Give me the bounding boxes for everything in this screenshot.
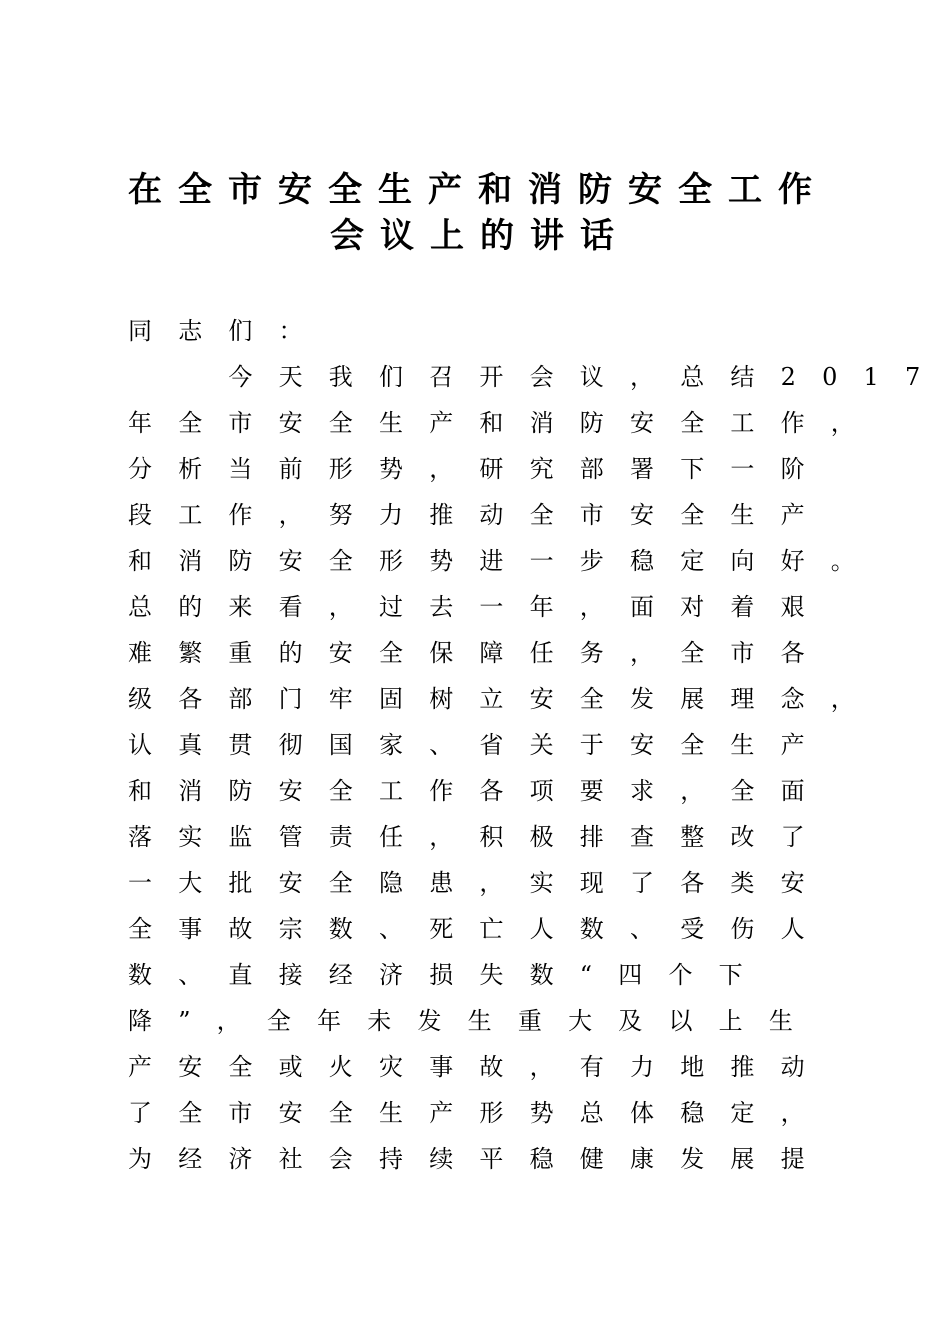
body-line: 和消防安全工作各项要求，全面 [128, 777, 831, 805]
body-line: 了全市安全生产形势总体稳定， [128, 1099, 831, 1127]
body-line: 总的来看，过去一年，面对着艰 [128, 593, 831, 621]
document-title-line-2: 会议上的讲话 [330, 216, 630, 256]
body-line: 为经济社会持续平稳健康发展提 [128, 1145, 831, 1173]
body-line: 段工作，努力推动全市安全生产 [128, 501, 831, 529]
body-line: 产安全或火灾事故，有力地推动 [128, 1053, 831, 1081]
document-title-line-1: 在全市安全生产和消防安全工作 [128, 170, 828, 210]
body-line: 难繁重的安全保障任务，全市各 [128, 639, 831, 667]
body-line: 年全市安全生产和消防安全工作， [128, 409, 881, 437]
body-line: 落实监管责任，积极排查整改了 [128, 823, 831, 851]
body-line: 级各部门牢固树立安全发展理念， [128, 685, 881, 713]
body-line: 全事故宗数、死亡人数、受伤人 [128, 915, 831, 943]
body-line: 数、直接经济损失数“四个下 [128, 961, 769, 989]
body-line: 一大批安全隐患，实现了各类安 [128, 869, 831, 897]
body-line: 今天我们召开会议，总结2017 [128, 363, 947, 391]
salutation: 同志们： [128, 317, 329, 345]
body-line: 认真贯彻国家、省关于安全生产 [128, 731, 831, 759]
body-line: 和消防安全形势进一步稳定向好。 [128, 547, 881, 575]
body-line: 降”，全年未发生重大及以上生 [128, 1007, 820, 1035]
body-line: 分析当前形势，研究部署下一阶 [128, 455, 831, 483]
